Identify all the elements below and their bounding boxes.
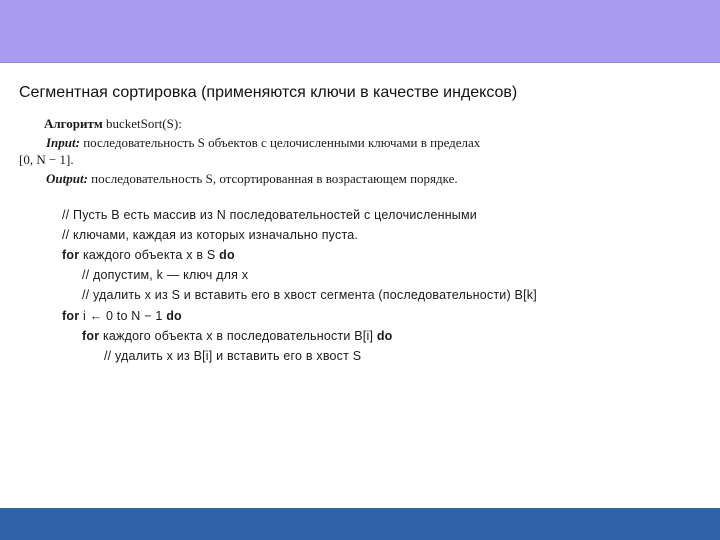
input-line bbox=[46, 135, 480, 151]
for-each-object-line bbox=[62, 248, 235, 262]
keyword-for: for bbox=[62, 248, 80, 262]
output-label: Output: bbox=[46, 171, 88, 186]
keyword-for: for bbox=[62, 309, 80, 323]
comment-line-5: // удалить x из B[i] и вставить его в хвост S bbox=[104, 349, 362, 363]
keyword-do: do bbox=[166, 309, 182, 323]
comment-line-4: // удалить x из S и вставить его в хвост сегмента (последовательности) B[k] bbox=[82, 288, 537, 302]
slide-title: Сегментная сортировка (применяются ключи в качестве индексов) bbox=[19, 84, 518, 101]
keyword-do: do bbox=[219, 248, 235, 262]
algorithm-header bbox=[44, 116, 182, 132]
loop-text: каждого объекта x в S bbox=[82, 248, 216, 262]
algorithm-label: Алгоритм bbox=[44, 116, 103, 131]
input-range: [0, N − 1]. bbox=[19, 152, 74, 167]
loop-text: каждого объекта x в последовательности B[i] bbox=[102, 329, 374, 343]
comment-line-2: // ключами, каждая из которых изначально пуста. bbox=[62, 228, 359, 242]
for-each-in-bucket-line bbox=[82, 329, 392, 343]
comment-line-1: // Пусть B есть массив из N последовательностей с целочисленными bbox=[62, 208, 477, 222]
algorithm-name: bucketSort(S): bbox=[105, 116, 182, 131]
footer-band bbox=[0, 508, 720, 540]
output-text: последовательность S, отсортированная в возрастающем порядке. bbox=[91, 171, 458, 186]
header-band bbox=[0, 0, 720, 63]
algorithm-listing bbox=[16, 110, 576, 370]
keyword-for: for bbox=[82, 329, 100, 343]
comment-line-3: // допустим, k — ключ для x bbox=[82, 268, 249, 282]
keyword-do: do bbox=[376, 329, 393, 343]
for-index-line bbox=[62, 309, 182, 323]
output-line bbox=[46, 171, 458, 187]
input-label: Input: bbox=[46, 135, 80, 150]
input-text: последовательность S объектов с целочисленными ключами в пределах bbox=[83, 135, 481, 150]
loop-text: i ← 0 to N − 1 bbox=[82, 309, 163, 323]
